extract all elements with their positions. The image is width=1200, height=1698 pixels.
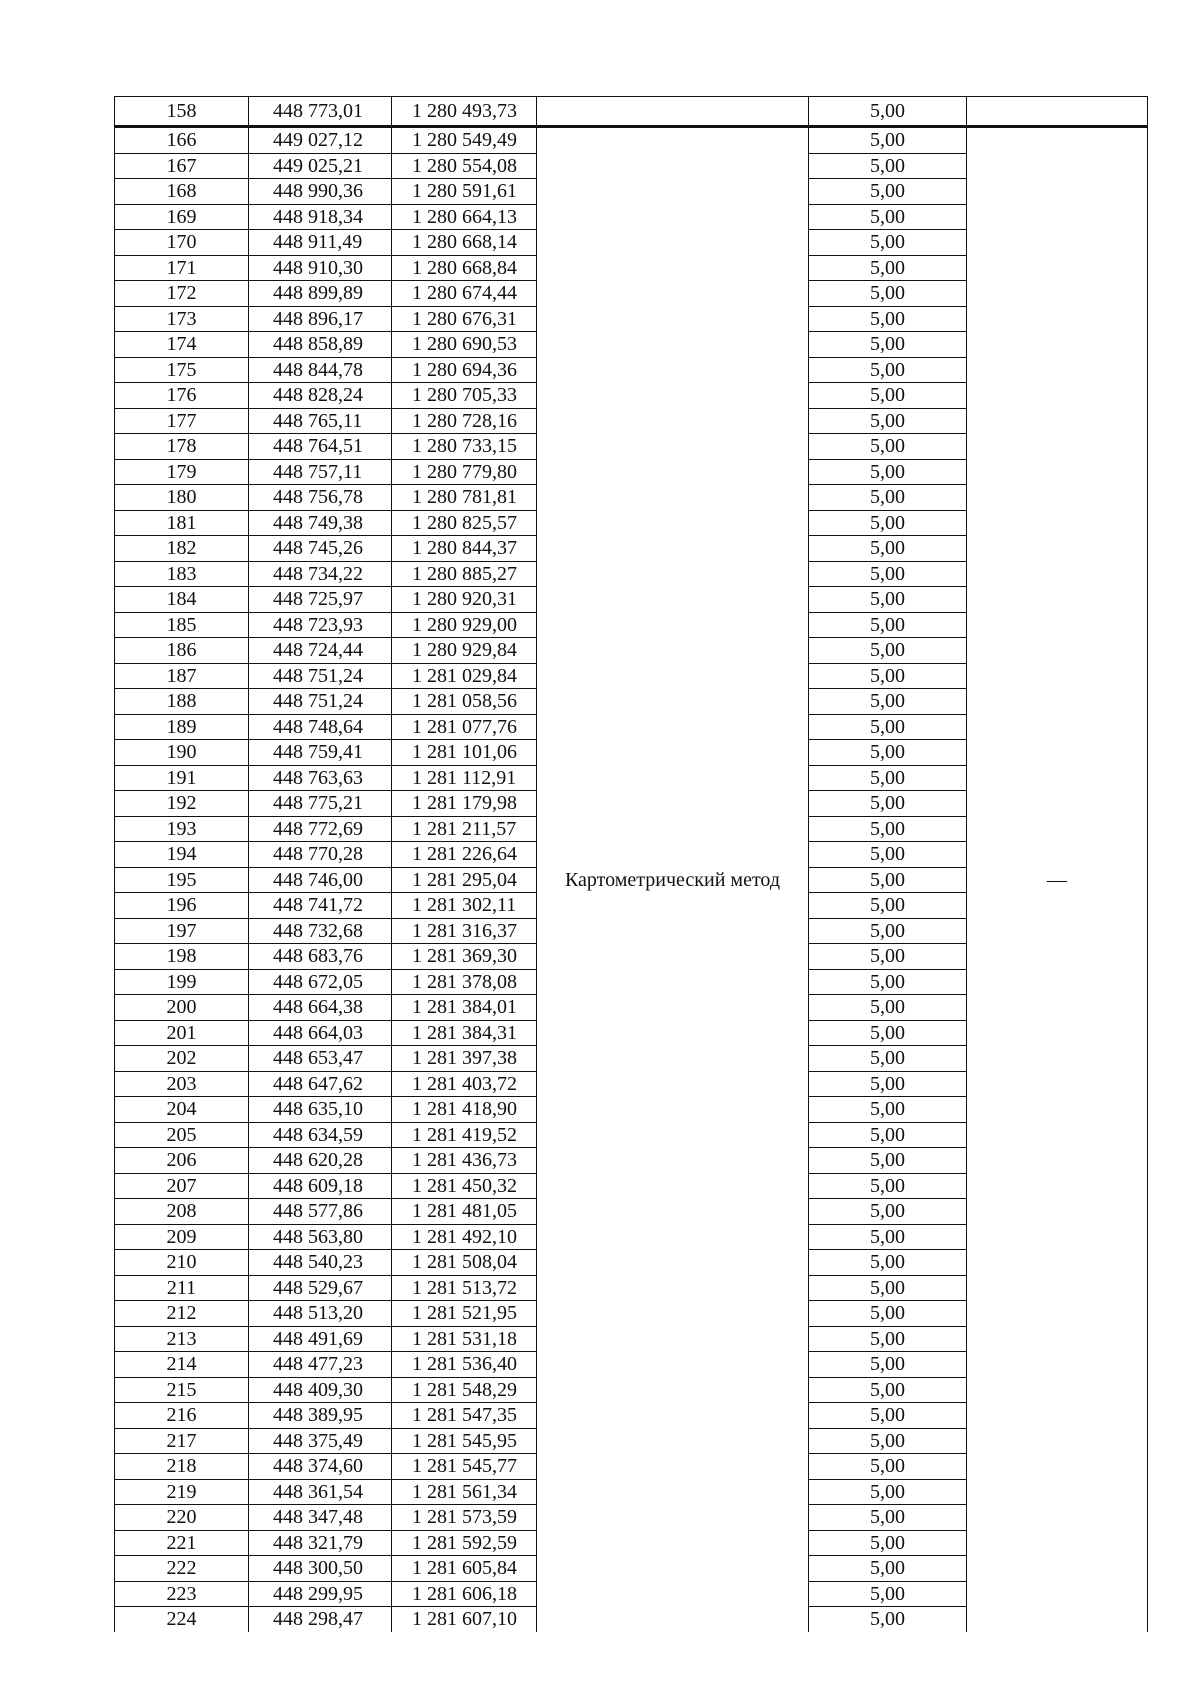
x-coordinate-cell: 448 724,44 [249,638,392,664]
point-number-cell: 197 [115,918,249,944]
accuracy-cell: 5,00 [809,1020,967,1046]
x-coordinate-cell: 448 321,79 [249,1530,392,1556]
point-number-cell: 213 [115,1326,249,1352]
point-number-cell: 179 [115,459,249,485]
point-number-cell: 207 [115,1173,249,1199]
y-coordinate-cell: 1 280 705,33 [392,383,537,409]
y-coordinate-cell: 1 281 545,95 [392,1428,537,1454]
x-coordinate-cell: 448 757,11 [249,459,392,485]
y-coordinate-cell: 1 281 378,08 [392,969,537,995]
accuracy-cell: 5,00 [809,1581,967,1607]
point-number-cell: 166 [115,127,249,154]
x-coordinate-cell: 448 734,22 [249,561,392,587]
y-coordinate-cell: 1 280 676,31 [392,306,537,332]
y-coordinate-cell: 1 280 781,81 [392,485,537,511]
x-coordinate-cell: 448 918,34 [249,204,392,230]
x-coordinate-cell: 448 664,03 [249,1020,392,1046]
x-coordinate-cell: 448 858,89 [249,332,392,358]
x-coordinate-cell: 449 025,21 [249,153,392,179]
point-number-cell: 215 [115,1377,249,1403]
accuracy-cell: 5,00 [809,1479,967,1505]
x-coordinate-cell: 448 751,24 [249,663,392,689]
accuracy-cell: 5,00 [809,1071,967,1097]
point-number-cell: 201 [115,1020,249,1046]
x-coordinate-cell: 448 361,54 [249,1479,392,1505]
x-coordinate-cell: 448 828,24 [249,383,392,409]
point-number-cell: 212 [115,1301,249,1327]
accuracy-cell: 5,00 [809,1377,967,1403]
accuracy-cell: 5,00 [809,1275,967,1301]
point-number-cell: 217 [115,1428,249,1454]
point-number-cell: 199 [115,969,249,995]
accuracy-cell: 5,00 [809,1046,967,1072]
point-number-cell: 211 [115,1275,249,1301]
accuracy-cell: 5,00 [809,97,967,127]
y-coordinate-cell: 1 281 592,59 [392,1530,537,1556]
point-number-cell: 193 [115,816,249,842]
point-number-cell: 203 [115,1071,249,1097]
point-number-cell: 202 [115,1046,249,1072]
x-coordinate-cell: 448 634,59 [249,1122,392,1148]
accuracy-cell: 5,00 [809,153,967,179]
y-coordinate-cell: 1 281 561,34 [392,1479,537,1505]
x-coordinate-cell: 448 635,10 [249,1097,392,1123]
accuracy-cell: 5,00 [809,485,967,511]
y-coordinate-cell: 1 281 077,76 [392,714,537,740]
x-coordinate-cell: 448 844,78 [249,357,392,383]
x-coordinate-cell: 448 620,28 [249,1148,392,1174]
point-number-cell: 186 [115,638,249,664]
accuracy-cell: 5,00 [809,255,967,281]
accuracy-cell: 5,00 [809,1403,967,1429]
accuracy-cell: 5,00 [809,587,967,613]
x-coordinate-cell: 448 910,30 [249,255,392,281]
y-coordinate-cell: 1 280 694,36 [392,357,537,383]
point-number-cell: 189 [115,714,249,740]
accuracy-cell: 5,00 [809,612,967,638]
x-coordinate-cell: 448 772,69 [249,816,392,842]
x-coordinate-cell: 448 664,38 [249,995,392,1021]
y-coordinate-cell: 1 281 029,84 [392,663,537,689]
accuracy-cell: 5,00 [809,944,967,970]
point-number-cell: 205 [115,1122,249,1148]
point-number-cell: 172 [115,281,249,307]
x-coordinate-cell: 448 513,20 [249,1301,392,1327]
point-number-cell: 158 [115,97,249,127]
y-coordinate-cell: 1 281 545,77 [392,1454,537,1480]
y-coordinate-cell: 1 280 728,16 [392,408,537,434]
x-coordinate-cell: 448 374,60 [249,1454,392,1480]
x-coordinate-cell: 448 746,00 [249,867,392,893]
point-number-cell: 191 [115,765,249,791]
coordinates-table-body [115,97,1148,1632]
accuracy-cell: 5,00 [809,765,967,791]
accuracy-cell: 5,00 [809,1326,967,1352]
accuracy-cell: 5,00 [809,867,967,893]
x-coordinate-cell: 448 477,23 [249,1352,392,1378]
y-coordinate-cell: 1 280 929,00 [392,612,537,638]
x-coordinate-cell: 448 764,51 [249,434,392,460]
accuracy-cell: 5,00 [809,1352,967,1378]
x-coordinate-cell: 448 749,38 [249,510,392,536]
point-number-cell: 214 [115,1352,249,1378]
accuracy-cell: 5,00 [809,1250,967,1276]
accuracy-cell: 5,00 [809,1122,967,1148]
y-coordinate-cell: 1 281 419,52 [392,1122,537,1148]
x-coordinate-cell: 448 529,67 [249,1275,392,1301]
x-coordinate-cell: 448 298,47 [249,1607,392,1632]
point-number-cell: 222 [115,1556,249,1582]
point-number-cell: 176 [115,383,249,409]
accuracy-cell: 5,00 [809,1199,967,1225]
y-coordinate-cell: 1 281 536,40 [392,1352,537,1378]
accuracy-cell: 5,00 [809,357,967,383]
accuracy-cell: 5,00 [809,1428,967,1454]
y-coordinate-cell: 1 280 844,37 [392,536,537,562]
accuracy-cell: 5,00 [809,536,967,562]
point-number-cell: 192 [115,791,249,817]
y-coordinate-cell: 1 281 403,72 [392,1071,537,1097]
x-coordinate-cell: 448 725,97 [249,587,392,613]
point-number-cell: 180 [115,485,249,511]
point-number-cell: 206 [115,1148,249,1174]
y-coordinate-cell: 1 281 226,64 [392,842,537,868]
y-coordinate-cell: 1 281 573,59 [392,1505,537,1531]
accuracy-cell: 5,00 [809,689,967,715]
x-coordinate-cell: 448 741,72 [249,893,392,919]
point-number-cell: 219 [115,1479,249,1505]
y-coordinate-cell: 1 280 825,57 [392,510,537,536]
y-coordinate-cell: 1 281 418,90 [392,1097,537,1123]
x-coordinate-cell: 448 773,01 [249,97,392,127]
point-number-cell: 218 [115,1454,249,1480]
y-coordinate-cell: 1 280 920,31 [392,587,537,613]
point-number-cell: 216 [115,1403,249,1429]
y-coordinate-cell: 1 281 179,98 [392,791,537,817]
y-coordinate-cell: 1 281 513,72 [392,1275,537,1301]
point-number-cell: 184 [115,587,249,613]
y-coordinate-cell: 1 281 605,84 [392,1556,537,1582]
accuracy-cell: 5,00 [809,918,967,944]
y-coordinate-cell: 1 281 492,10 [392,1224,537,1250]
x-coordinate-cell: 448 491,69 [249,1326,392,1352]
x-coordinate-cell: 448 763,63 [249,765,392,791]
method-cell: Картометрический метод [537,127,809,1632]
y-coordinate-cell: 1 280 779,80 [392,459,537,485]
point-number-cell: 221 [115,1530,249,1556]
x-coordinate-cell: 448 647,62 [249,1071,392,1097]
accuracy-cell: 5,00 [809,408,967,434]
accuracy-cell: 5,00 [809,969,967,995]
x-coordinate-cell: 448 732,68 [249,918,392,944]
coordinates-table [114,96,1148,1632]
accuracy-cell: 5,00 [809,893,967,919]
y-coordinate-cell: 1 281 211,57 [392,816,537,842]
accuracy-cell: 5,00 [809,663,967,689]
accuracy-cell: 5,00 [809,714,967,740]
point-number-cell: 198 [115,944,249,970]
x-coordinate-cell: 448 770,28 [249,842,392,868]
y-coordinate-cell: 1 281 295,04 [392,867,537,893]
point-number-cell: 182 [115,536,249,562]
point-number-cell: 173 [115,306,249,332]
y-coordinate-cell: 1 281 521,95 [392,1301,537,1327]
point-number-cell: 220 [115,1505,249,1531]
y-coordinate-cell: 1 281 548,29 [392,1377,537,1403]
accuracy-cell: 5,00 [809,995,967,1021]
accuracy-cell: 5,00 [809,1530,967,1556]
y-coordinate-cell: 1 280 733,15 [392,434,537,460]
point-number-cell: 169 [115,204,249,230]
point-number-cell: 190 [115,740,249,766]
accuracy-cell: 5,00 [809,434,967,460]
x-coordinate-cell: 448 299,95 [249,1581,392,1607]
point-number-cell: 167 [115,153,249,179]
point-number-cell: 195 [115,867,249,893]
y-coordinate-cell: 1 281 436,73 [392,1148,537,1174]
point-number-cell: 181 [115,510,249,536]
x-coordinate-cell: 448 653,47 [249,1046,392,1072]
y-coordinate-cell: 1 281 112,91 [392,765,537,791]
description-cell [967,97,1148,127]
accuracy-cell: 5,00 [809,1454,967,1480]
y-coordinate-cell: 1 281 369,30 [392,944,537,970]
x-coordinate-cell: 448 347,48 [249,1505,392,1531]
x-coordinate-cell: 448 756,78 [249,485,392,511]
accuracy-cell: 5,00 [809,332,967,358]
accuracy-cell: 5,00 [809,638,967,664]
accuracy-cell: 5,00 [809,459,967,485]
accuracy-cell: 5,00 [809,1224,967,1250]
point-number-cell: 196 [115,893,249,919]
y-coordinate-cell: 1 281 384,31 [392,1020,537,1046]
x-coordinate-cell: 448 748,64 [249,714,392,740]
accuracy-cell: 5,00 [809,1148,967,1174]
y-coordinate-cell: 1 280 493,73 [392,97,537,127]
y-coordinate-cell: 1 281 508,04 [392,1250,537,1276]
accuracy-cell: 5,00 [809,740,967,766]
accuracy-cell: 5,00 [809,127,967,154]
point-number-cell: 174 [115,332,249,358]
accuracy-cell: 5,00 [809,561,967,587]
accuracy-cell: 5,00 [809,383,967,409]
x-coordinate-cell: 448 672,05 [249,969,392,995]
accuracy-cell: 5,00 [809,842,967,868]
table-row [115,127,1148,154]
accuracy-cell: 5,00 [809,204,967,230]
x-coordinate-cell: 448 911,49 [249,230,392,256]
x-coordinate-cell: 448 723,93 [249,612,392,638]
x-coordinate-cell: 448 759,41 [249,740,392,766]
accuracy-cell: 5,00 [809,306,967,332]
point-number-cell: 194 [115,842,249,868]
accuracy-cell: 5,00 [809,816,967,842]
x-coordinate-cell: 449 027,12 [249,127,392,154]
point-number-cell: 175 [115,357,249,383]
x-coordinate-cell: 448 899,89 [249,281,392,307]
point-number-cell: 223 [115,1581,249,1607]
point-number-cell: 183 [115,561,249,587]
point-number-cell: 204 [115,1097,249,1123]
x-coordinate-cell: 448 409,30 [249,1377,392,1403]
point-number-cell: 178 [115,434,249,460]
accuracy-cell: 5,00 [809,1505,967,1531]
accuracy-cell: 5,00 [809,1173,967,1199]
accuracy-cell: 5,00 [809,281,967,307]
x-coordinate-cell: 448 745,26 [249,536,392,562]
y-coordinate-cell: 1 280 885,27 [392,561,537,587]
y-coordinate-cell: 1 281 531,18 [392,1326,537,1352]
y-coordinate-cell: 1 281 384,01 [392,995,537,1021]
x-coordinate-cell: 448 990,36 [249,179,392,205]
x-coordinate-cell: 448 540,23 [249,1250,392,1276]
y-coordinate-cell: 1 280 668,14 [392,230,537,256]
point-number-cell: 210 [115,1250,249,1276]
y-coordinate-cell: 1 281 101,06 [392,740,537,766]
x-coordinate-cell: 448 300,50 [249,1556,392,1582]
y-coordinate-cell: 1 281 607,10 [392,1607,537,1632]
accuracy-cell: 5,00 [809,1097,967,1123]
table-row [115,97,1148,127]
point-number-cell: 188 [115,689,249,715]
x-coordinate-cell: 448 389,95 [249,1403,392,1429]
accuracy-cell: 5,00 [809,230,967,256]
x-coordinate-cell: 448 765,11 [249,408,392,434]
x-coordinate-cell: 448 577,86 [249,1199,392,1225]
point-number-cell: 170 [115,230,249,256]
x-coordinate-cell: 448 775,21 [249,791,392,817]
y-coordinate-cell: 1 280 591,61 [392,179,537,205]
accuracy-cell: 5,00 [809,1607,967,1632]
point-number-cell: 224 [115,1607,249,1632]
x-coordinate-cell: 448 751,24 [249,689,392,715]
y-coordinate-cell: 1 280 549,49 [392,127,537,154]
x-coordinate-cell: 448 563,80 [249,1224,392,1250]
point-number-cell: 208 [115,1199,249,1225]
x-coordinate-cell: 448 683,76 [249,944,392,970]
point-number-cell: 209 [115,1224,249,1250]
accuracy-cell: 5,00 [809,510,967,536]
y-coordinate-cell: 1 280 554,08 [392,153,537,179]
x-coordinate-cell: 448 609,18 [249,1173,392,1199]
point-number-cell: 177 [115,408,249,434]
x-coordinate-cell: 448 896,17 [249,306,392,332]
point-number-cell: 185 [115,612,249,638]
y-coordinate-cell: 1 281 316,37 [392,918,537,944]
y-coordinate-cell: 1 281 397,38 [392,1046,537,1072]
y-coordinate-cell: 1 281 606,18 [392,1581,537,1607]
point-number-cell: 168 [115,179,249,205]
x-coordinate-cell: 448 375,49 [249,1428,392,1454]
accuracy-cell: 5,00 [809,179,967,205]
point-number-cell: 187 [115,663,249,689]
accuracy-cell: 5,00 [809,1556,967,1582]
method-cell [537,97,809,127]
y-coordinate-cell: 1 280 668,84 [392,255,537,281]
y-coordinate-cell: 1 281 302,11 [392,893,537,919]
y-coordinate-cell: 1 280 674,44 [392,281,537,307]
y-coordinate-cell: 1 280 690,53 [392,332,537,358]
point-number-cell: 171 [115,255,249,281]
y-coordinate-cell: 1 281 450,32 [392,1173,537,1199]
y-coordinate-cell: 1 281 547,35 [392,1403,537,1429]
y-coordinate-cell: 1 280 929,84 [392,638,537,664]
y-coordinate-cell: 1 280 664,13 [392,204,537,230]
accuracy-cell: 5,00 [809,1301,967,1327]
description-cell: — [967,127,1148,1632]
y-coordinate-cell: 1 281 058,56 [392,689,537,715]
y-coordinate-cell: 1 281 481,05 [392,1199,537,1225]
accuracy-cell: 5,00 [809,791,967,817]
point-number-cell: 200 [115,995,249,1021]
